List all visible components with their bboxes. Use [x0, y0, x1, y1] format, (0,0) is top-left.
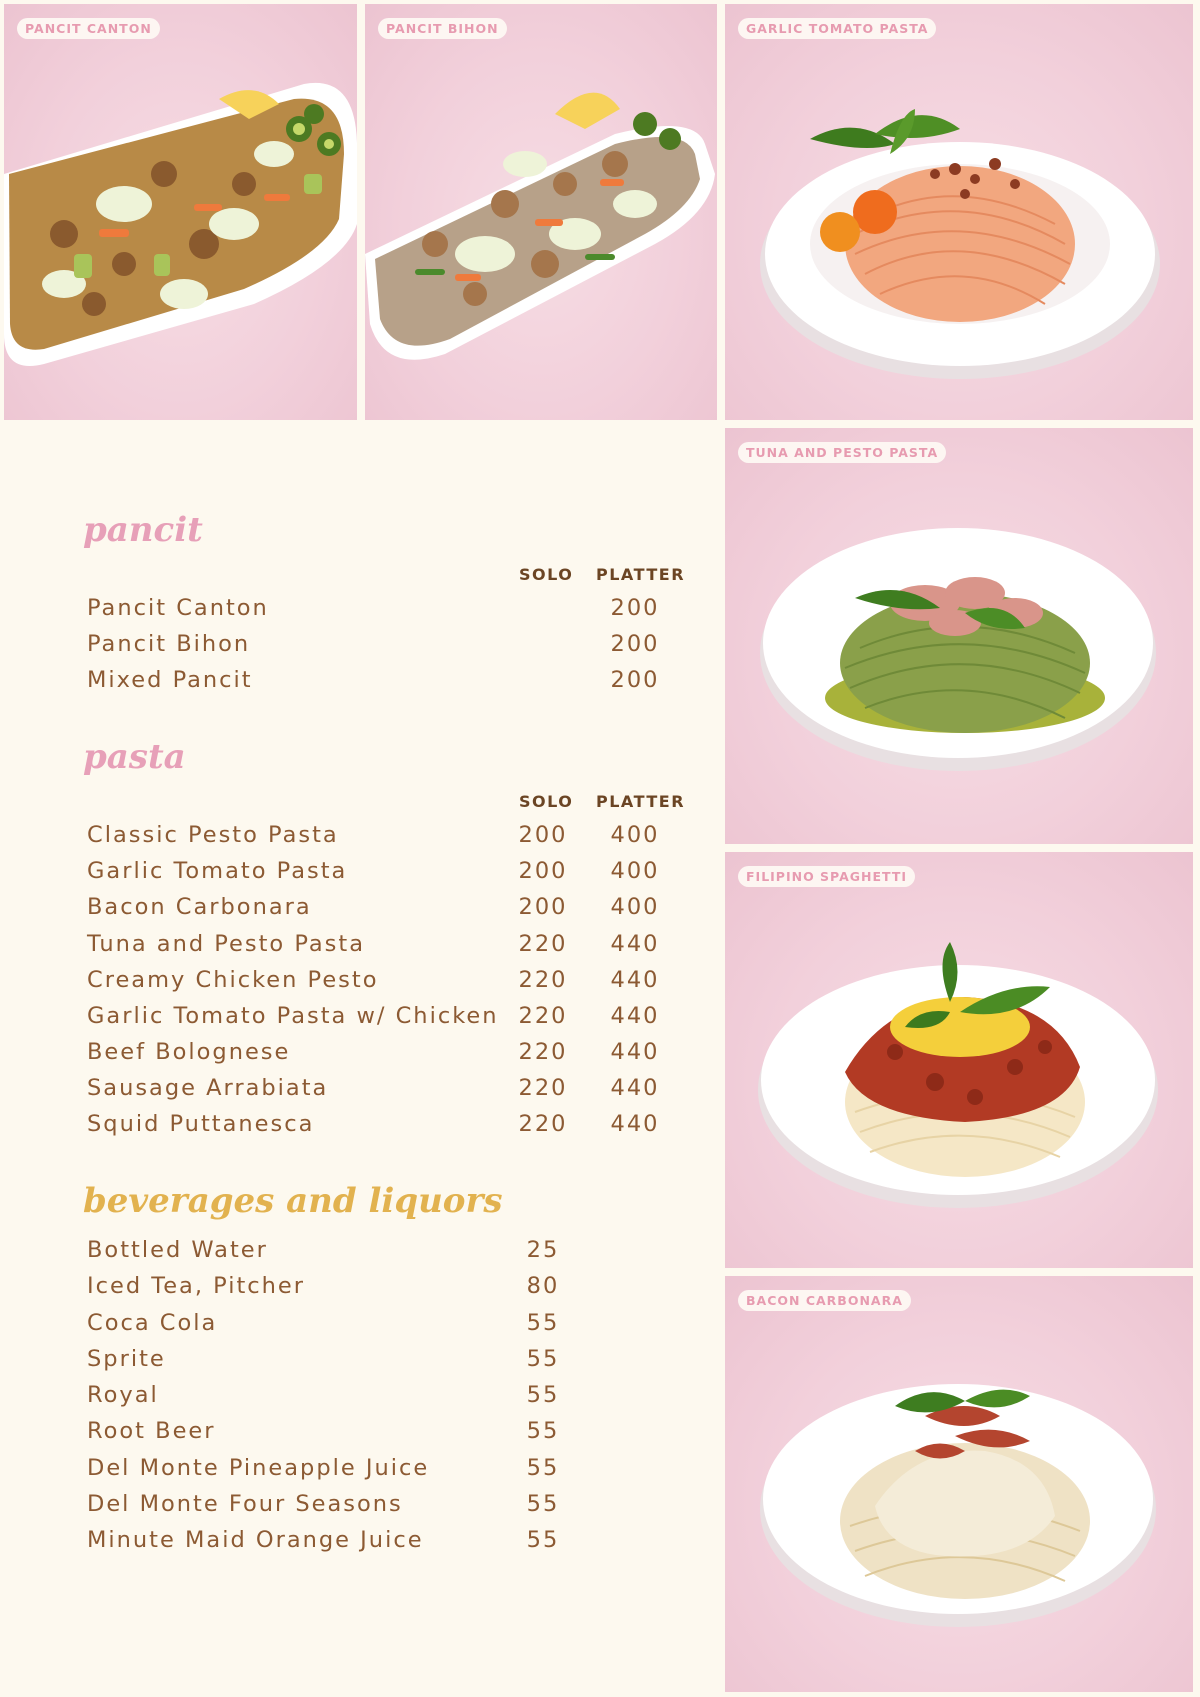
menu-item-name: Minute Maid Orange Juice [87, 1527, 424, 1553]
menu-item-platter-price: 200 [610, 631, 660, 657]
menu-item-name: Squid Puttanesca [87, 1111, 315, 1137]
menu-item-price: 55 [526, 1346, 560, 1372]
photo-tag: PANCIT CANTON [17, 18, 160, 39]
menu-item-solo-price: 220 [518, 1003, 568, 1029]
menu-item-name: Bacon Carbonara [87, 894, 312, 920]
menu-item-name: Root Beer [87, 1418, 216, 1444]
photo-tag: GARLIC TOMATO PASTA [738, 18, 936, 39]
photo-garlic-tomato-pasta [725, 4, 1193, 420]
menu-item-name: Iced Tea, Pitcher [87, 1273, 306, 1299]
photo-tag: BACON CARBONARA [738, 1290, 911, 1311]
col-head-platter: PLATTER [596, 792, 686, 811]
tuna-pesto-pasta-image [725, 428, 1193, 844]
menu-item-solo-price: 220 [518, 967, 568, 993]
menu-item-name: Del Monte Pineapple Juice [87, 1455, 430, 1481]
menu-row [0, 1418, 720, 1454]
menu-item-price: 80 [526, 1273, 560, 1299]
menu-row [0, 1346, 720, 1382]
menu-item-name: Royal [87, 1382, 159, 1408]
garlic-tomato-pasta-image [725, 4, 1193, 420]
menu-row [0, 1455, 720, 1491]
menu-row [0, 1237, 720, 1273]
menu-row [0, 1310, 720, 1346]
menu-item-name: Classic Pesto Pasta [87, 822, 339, 848]
menu-item-name: Beef Bolognese [87, 1039, 291, 1065]
menu-row [0, 667, 720, 703]
menu-item-solo-price: 220 [518, 1039, 568, 1065]
menu-item-platter-price: 400 [610, 822, 660, 848]
menu-item-platter-price: 440 [610, 1003, 660, 1029]
menu-item-price: 55 [526, 1491, 560, 1517]
menu-item-name: Del Monte Four Seasons [87, 1491, 403, 1517]
photo-tag: FILIPINO SPAGHETTI [738, 866, 915, 887]
menu-item-name: Mixed Pancit [87, 667, 253, 693]
menu-item-name: Bottled Water [87, 1237, 268, 1263]
menu-item-price: 25 [526, 1237, 560, 1263]
menu-item-platter-price: 400 [610, 858, 660, 884]
photo-filipino-spaghetti [725, 852, 1193, 1268]
menu-item-price: 55 [526, 1418, 560, 1444]
section-title-pancit: pancit [83, 510, 203, 550]
menu-item-platter-price: 440 [610, 1111, 660, 1137]
menu-item-name: Creamy Chicken Pesto [87, 967, 379, 993]
photo-tag: PANCIT BIHON [378, 18, 507, 39]
photo-bacon-carbonara [725, 1276, 1193, 1692]
menu-row [0, 967, 720, 1003]
menu-item-price: 55 [526, 1382, 560, 1408]
menu-row [0, 595, 720, 631]
photo-pancit-canton [4, 4, 357, 420]
photo-tag: TUNA AND PESTO PASTA [738, 442, 946, 463]
menu-item-price: 55 [526, 1310, 560, 1336]
photo-tuna-pesto-pasta [725, 428, 1193, 844]
col-head-solo: SOLO [519, 792, 574, 811]
menu-item-solo-price: 220 [518, 1111, 568, 1137]
pancit-bihon-image [365, 4, 717, 420]
menu-item-name: Pancit Bihon [87, 631, 251, 657]
section-title-beverages: beverages and liquors [83, 1181, 503, 1221]
menu-row [0, 631, 720, 667]
menu-item-platter-price: 200 [610, 667, 660, 693]
menu-item-solo-price: 220 [518, 1075, 568, 1101]
menu-item-platter-price: 440 [610, 967, 660, 993]
section-title-pasta: pasta [83, 737, 186, 777]
menu-row [0, 894, 720, 930]
menu-row [0, 1382, 720, 1418]
menu-item-name: Sausage Arrabiata [87, 1075, 329, 1101]
menu-item-platter-price: 440 [610, 1039, 660, 1065]
menu-row [0, 1491, 720, 1527]
pancit-canton-image [4, 4, 357, 420]
menu-row [0, 1075, 720, 1111]
menu-item-solo-price: 220 [518, 931, 568, 957]
menu-item-solo-price: 200 [518, 894, 568, 920]
menu-item-price: 55 [526, 1527, 560, 1553]
menu-item-name: Garlic Tomato Pasta w/ Chicken [87, 1003, 499, 1029]
menu-item-price: 55 [526, 1455, 560, 1481]
menu-item-name: Pancit Canton [87, 595, 269, 621]
menu-item-solo-price: 200 [518, 822, 568, 848]
menu-item-platter-price: 440 [610, 931, 660, 957]
menu-row [0, 858, 720, 894]
menu-row [0, 1003, 720, 1039]
menu-row [0, 931, 720, 967]
menu-item-solo-price: 200 [518, 858, 568, 884]
photo-pancit-bihon [365, 4, 717, 420]
menu-item-name: Sprite [87, 1346, 166, 1372]
col-head-platter: PLATTER [596, 565, 686, 584]
menu-item-name: Tuna and Pesto Pasta [87, 931, 366, 957]
menu-item-platter-price: 200 [610, 595, 660, 621]
bacon-carbonara-image [725, 1276, 1193, 1692]
menu-row [0, 1111, 720, 1147]
menu-row [0, 1527, 720, 1563]
col-head-solo: SOLO [519, 565, 574, 584]
menu-item-platter-price: 400 [610, 894, 660, 920]
menu-row [0, 822, 720, 858]
filipino-spaghetti-image [725, 852, 1193, 1268]
menu-item-platter-price: 440 [610, 1075, 660, 1101]
menu-item-name: Garlic Tomato Pasta [87, 858, 348, 884]
menu-row [0, 1039, 720, 1075]
menu-item-name: Coca Cola [87, 1310, 218, 1336]
menu-row [0, 1273, 720, 1309]
